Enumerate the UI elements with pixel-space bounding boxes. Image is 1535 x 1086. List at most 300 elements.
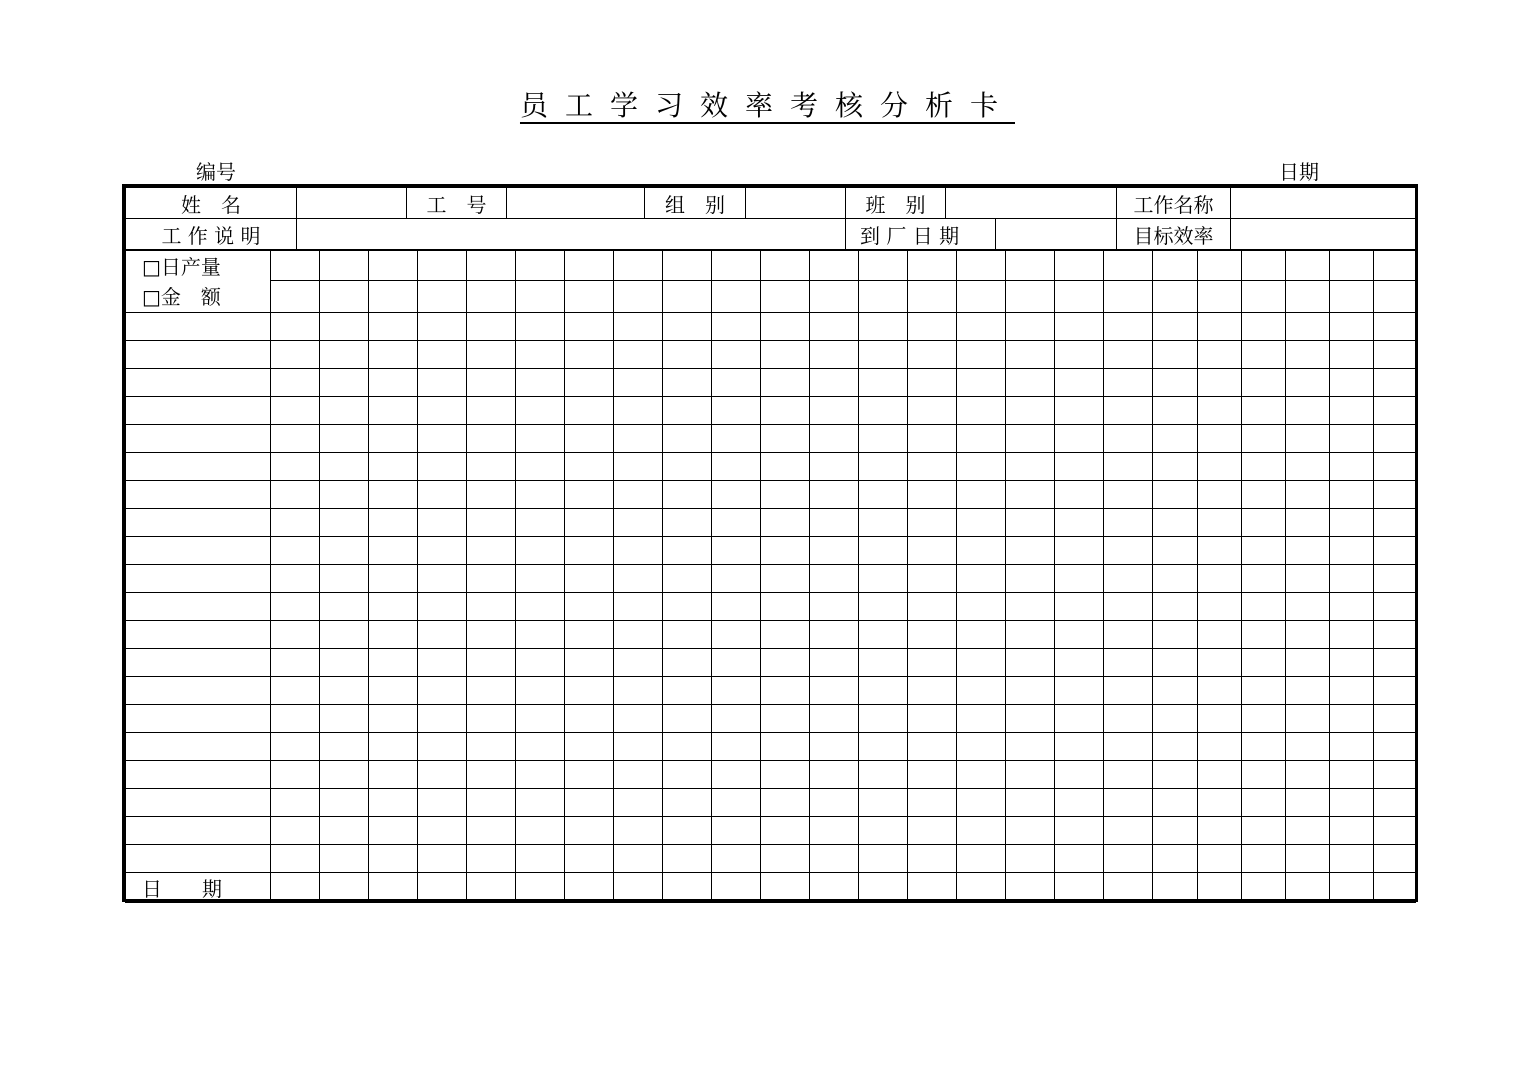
grid-cell[interactable]	[614, 480, 663, 508]
grid-cell[interactable]	[712, 424, 761, 452]
grid-cell[interactable]	[516, 704, 565, 732]
grid-cell[interactable]	[1242, 844, 1286, 872]
grid-cell[interactable]	[418, 452, 467, 480]
grid-cell[interactable]	[1198, 480, 1242, 508]
grid-cell[interactable]	[271, 760, 320, 788]
grid-cell[interactable]	[1286, 452, 1330, 480]
grid-cell[interactable]	[320, 788, 369, 816]
grid-cell[interactable]	[565, 536, 614, 564]
grid-cell[interactable]	[1374, 704, 1416, 732]
grid-cell[interactable]	[1374, 564, 1416, 592]
row-label-cell[interactable]	[126, 760, 271, 788]
grid-cell[interactable]	[908, 788, 957, 816]
grid-cell[interactable]	[1055, 648, 1104, 676]
grid-cell[interactable]	[1006, 452, 1055, 480]
grid-cell[interactable]	[271, 452, 320, 480]
grid-cell[interactable]	[663, 648, 712, 676]
grid-cell[interactable]	[1286, 676, 1330, 704]
grid-cell[interactable]	[467, 368, 516, 396]
grid-cell[interactable]	[271, 424, 320, 452]
grid-cell[interactable]	[1006, 480, 1055, 508]
grid-cell[interactable]	[418, 872, 467, 902]
grid-cell[interactable]	[1006, 788, 1055, 816]
grid-cell[interactable]	[1055, 508, 1104, 536]
grid-cell[interactable]	[957, 396, 1006, 424]
grid-cell[interactable]	[1055, 704, 1104, 732]
grid-cell[interactable]	[1153, 564, 1198, 592]
grid-cell[interactable]	[663, 536, 712, 564]
grid-cell[interactable]	[957, 508, 1006, 536]
grid-cell[interactable]	[320, 251, 369, 281]
grid-cell[interactable]	[1104, 704, 1153, 732]
grid-cell[interactable]	[1374, 760, 1416, 788]
grid-cell[interactable]	[957, 676, 1006, 704]
grid-cell[interactable]	[1374, 788, 1416, 816]
grid-cell[interactable]	[663, 788, 712, 816]
grid-cell[interactable]	[1286, 704, 1330, 732]
grid-cell[interactable]	[614, 620, 663, 648]
grid-cell[interactable]	[663, 452, 712, 480]
grid-cell[interactable]	[1242, 340, 1286, 368]
grid-cell[interactable]	[1153, 760, 1198, 788]
row-label-cell[interactable]	[126, 312, 271, 340]
grid-cell[interactable]	[712, 844, 761, 872]
grid-cell[interactable]	[1374, 592, 1416, 620]
grid-cell[interactable]	[516, 312, 565, 340]
grid-cell[interactable]	[1006, 620, 1055, 648]
grid-cell[interactable]	[957, 564, 1006, 592]
grid-cell[interactable]	[1055, 424, 1104, 452]
grid-cell[interactable]	[859, 760, 908, 788]
grid-cell[interactable]	[663, 732, 712, 760]
grid-cell[interactable]	[1006, 816, 1055, 844]
grid-cell[interactable]	[1286, 732, 1330, 760]
grid-cell[interactable]	[1006, 760, 1055, 788]
grid-cell[interactable]	[957, 312, 1006, 340]
grid-cell[interactable]	[761, 280, 810, 312]
grid-cell[interactable]	[1242, 676, 1286, 704]
grid-cell[interactable]	[1198, 844, 1242, 872]
grid-cell[interactable]	[908, 480, 957, 508]
grid-cell[interactable]	[271, 396, 320, 424]
grid-cell[interactable]	[1286, 508, 1330, 536]
grid-cell[interactable]	[1104, 732, 1153, 760]
grid-cell[interactable]	[761, 592, 810, 620]
grid-cell[interactable]	[810, 396, 859, 424]
grid-cell[interactable]	[712, 340, 761, 368]
grid-cell[interactable]	[516, 872, 565, 902]
grid-cell[interactable]	[271, 480, 320, 508]
row-label-cell[interactable]	[126, 536, 271, 564]
grid-cell[interactable]	[1374, 452, 1416, 480]
grid-cell[interactable]	[516, 508, 565, 536]
shift-field[interactable]	[946, 188, 1117, 219]
grid-cell[interactable]	[1242, 251, 1286, 281]
grid-cell[interactable]	[1198, 536, 1242, 564]
grid-cell[interactable]	[320, 732, 369, 760]
grid-cell[interactable]	[712, 648, 761, 676]
grid-cell[interactable]	[320, 676, 369, 704]
grid-cell[interactable]	[810, 816, 859, 844]
grid-cell[interactable]	[859, 251, 908, 281]
grid-cell[interactable]	[1198, 312, 1242, 340]
grid-cell[interactable]	[1242, 396, 1286, 424]
grid-cell[interactable]	[1330, 704, 1374, 732]
grid-cell[interactable]	[761, 424, 810, 452]
grid-cell[interactable]	[810, 340, 859, 368]
grid-cell[interactable]	[516, 816, 565, 844]
grid-cell[interactable]	[810, 312, 859, 340]
grid-cell[interactable]	[565, 424, 614, 452]
grid-cell[interactable]	[1006, 424, 1055, 452]
grid-cell[interactable]	[467, 564, 516, 592]
grid-cell[interactable]	[761, 648, 810, 676]
row-label-cell[interactable]	[126, 676, 271, 704]
grid-cell[interactable]	[1006, 536, 1055, 564]
grid-cell[interactable]	[1006, 592, 1055, 620]
grid-cell[interactable]	[663, 312, 712, 340]
grid-cell[interactable]	[1374, 251, 1416, 281]
grid-cell[interactable]	[1006, 251, 1055, 281]
grid-cell[interactable]	[1242, 312, 1286, 340]
job-description-field[interactable]	[297, 219, 846, 250]
grid-cell[interactable]	[1374, 676, 1416, 704]
grid-cell[interactable]	[859, 704, 908, 732]
grid-cell[interactable]	[957, 620, 1006, 648]
grid-cell[interactable]	[271, 368, 320, 396]
grid-cell[interactable]	[1330, 760, 1374, 788]
grid-cell[interactable]	[1242, 872, 1286, 902]
grid-cell[interactable]	[1104, 312, 1153, 340]
grid-cell[interactable]	[1153, 480, 1198, 508]
grid-cell[interactable]	[663, 424, 712, 452]
grid-cell[interactable]	[467, 704, 516, 732]
grid-cell[interactable]	[565, 312, 614, 340]
grid-cell[interactable]	[1104, 480, 1153, 508]
grid-cell[interactable]	[418, 280, 467, 312]
grid-cell[interactable]	[565, 648, 614, 676]
grid-cell[interactable]	[663, 280, 712, 312]
grid-cell[interactable]	[859, 676, 908, 704]
grid-cell[interactable]	[1330, 251, 1374, 281]
grid-cell[interactable]	[1104, 536, 1153, 564]
grid-cell[interactable]	[859, 844, 908, 872]
grid-cell[interactable]	[1374, 508, 1416, 536]
grid-cell[interactable]	[859, 648, 908, 676]
grid-cell[interactable]	[663, 340, 712, 368]
row-label-cell[interactable]	[126, 592, 271, 620]
grid-cell[interactable]	[1374, 340, 1416, 368]
grid-cell[interactable]	[1153, 676, 1198, 704]
grid-cell[interactable]	[1104, 452, 1153, 480]
grid-cell[interactable]	[1242, 816, 1286, 844]
grid-cell[interactable]	[320, 620, 369, 648]
grid-cell[interactable]	[418, 312, 467, 340]
grid-cell[interactable]	[565, 564, 614, 592]
grid-cell[interactable]	[516, 676, 565, 704]
grid-cell[interactable]	[810, 620, 859, 648]
grid-cell[interactable]	[565, 396, 614, 424]
grid-cell[interactable]	[320, 280, 369, 312]
grid-cell[interactable]	[1006, 340, 1055, 368]
grid-cell[interactable]	[810, 452, 859, 480]
grid-cell[interactable]	[320, 396, 369, 424]
grid-cell[interactable]	[810, 676, 859, 704]
grid-cell[interactable]	[1330, 676, 1374, 704]
grid-cell[interactable]	[1153, 396, 1198, 424]
grid-cell[interactable]	[369, 872, 418, 902]
grid-cell[interactable]	[614, 424, 663, 452]
grid-cell[interactable]	[957, 704, 1006, 732]
grid-cell[interactable]	[859, 620, 908, 648]
grid-cell[interactable]	[565, 508, 614, 536]
grid-cell[interactable]	[516, 251, 565, 281]
grid-cell[interactable]	[908, 396, 957, 424]
grid-cell[interactable]	[516, 648, 565, 676]
grid-cell[interactable]	[614, 564, 663, 592]
grid-cell[interactable]	[810, 844, 859, 872]
grid-cell[interactable]	[516, 732, 565, 760]
grid-cell[interactable]	[1006, 312, 1055, 340]
grid-cell[interactable]	[614, 251, 663, 281]
grid-cell[interactable]	[614, 396, 663, 424]
grid-cell[interactable]	[418, 480, 467, 508]
grid-cell[interactable]	[1055, 452, 1104, 480]
grid-cell[interactable]	[1330, 424, 1374, 452]
grid-cell[interactable]	[1198, 704, 1242, 732]
grid-cell[interactable]	[614, 592, 663, 620]
grid-cell[interactable]	[1153, 508, 1198, 536]
grid-cell[interactable]	[1153, 816, 1198, 844]
grid-cell[interactable]	[1104, 788, 1153, 816]
grid-cell[interactable]	[369, 508, 418, 536]
grid-cell[interactable]	[1198, 452, 1242, 480]
grid-cell[interactable]	[1330, 280, 1374, 312]
grid-cell[interactable]	[320, 312, 369, 340]
grid-cell[interactable]	[467, 452, 516, 480]
grid-cell[interactable]	[320, 536, 369, 564]
grid-cell[interactable]	[369, 536, 418, 564]
grid-cell[interactable]	[1006, 676, 1055, 704]
grid-cell[interactable]	[369, 648, 418, 676]
grid-cell[interactable]	[908, 704, 957, 732]
row-label-cell[interactable]	[126, 564, 271, 592]
grid-cell[interactable]	[1198, 368, 1242, 396]
grid-cell[interactable]	[908, 676, 957, 704]
grid-cell[interactable]	[271, 732, 320, 760]
grid-cell[interactable]	[1055, 251, 1104, 281]
grid-cell[interactable]	[859, 396, 908, 424]
grid-cell[interactable]	[1286, 844, 1330, 872]
grid-cell[interactable]	[810, 280, 859, 312]
grid-cell[interactable]	[1198, 872, 1242, 902]
grid-cell[interactable]	[1055, 340, 1104, 368]
grid-cell[interactable]	[516, 452, 565, 480]
grid-cell[interactable]	[369, 396, 418, 424]
grid-cell[interactable]	[859, 480, 908, 508]
grid-cell[interactable]	[957, 872, 1006, 902]
grid-cell[interactable]	[418, 368, 467, 396]
grid-cell[interactable]	[1286, 280, 1330, 312]
grid-cell[interactable]	[516, 564, 565, 592]
grid-cell[interactable]	[1286, 340, 1330, 368]
grid-cell[interactable]	[1198, 251, 1242, 281]
grid-cell[interactable]	[614, 704, 663, 732]
grid-cell[interactable]	[1330, 396, 1374, 424]
grid-cell[interactable]	[859, 452, 908, 480]
grid-cell[interactable]	[369, 340, 418, 368]
grid-cell[interactable]	[1153, 620, 1198, 648]
grid-cell[interactable]	[1286, 312, 1330, 340]
grid-cell[interactable]	[1006, 704, 1055, 732]
grid-cell[interactable]	[1104, 396, 1153, 424]
grid-cell[interactable]	[369, 480, 418, 508]
grid-cell[interactable]	[761, 788, 810, 816]
grid-cell[interactable]	[369, 368, 418, 396]
grid-cell[interactable]	[467, 251, 516, 281]
grid-cell[interactable]	[1242, 564, 1286, 592]
grid-cell[interactable]	[271, 648, 320, 676]
grid-cell[interactable]	[1153, 452, 1198, 480]
grid-cell[interactable]	[1198, 396, 1242, 424]
grid-cell[interactable]	[1104, 368, 1153, 396]
grid-cell[interactable]	[614, 816, 663, 844]
grid-cell[interactable]	[467, 648, 516, 676]
grid-cell[interactable]	[761, 760, 810, 788]
grid-cell[interactable]	[516, 592, 565, 620]
grid-cell[interactable]	[663, 676, 712, 704]
grid-cell[interactable]	[1198, 816, 1242, 844]
grid-cell[interactable]	[712, 620, 761, 648]
grid-cell[interactable]	[859, 508, 908, 536]
grid-cell[interactable]	[908, 368, 957, 396]
grid-cell[interactable]	[565, 732, 614, 760]
target-efficiency-field[interactable]	[1231, 219, 1416, 250]
grid-cell[interactable]	[859, 340, 908, 368]
grid-cell[interactable]	[1374, 312, 1416, 340]
grid-cell[interactable]	[1153, 872, 1198, 902]
grid-cell[interactable]	[663, 704, 712, 732]
grid-cell[interactable]	[1104, 424, 1153, 452]
grid-cell[interactable]	[516, 280, 565, 312]
grid-cell[interactable]	[516, 396, 565, 424]
grid-cell[interactable]	[467, 844, 516, 872]
grid-cell[interactable]	[1286, 396, 1330, 424]
grid-cell[interactable]	[810, 872, 859, 902]
grid-cell[interactable]	[761, 312, 810, 340]
grid-cell[interactable]	[516, 844, 565, 872]
grid-cell[interactable]	[761, 676, 810, 704]
grid-cell[interactable]	[1055, 788, 1104, 816]
grid-cell[interactable]	[614, 760, 663, 788]
grid-cell[interactable]	[1006, 732, 1055, 760]
grid-cell[interactable]	[957, 844, 1006, 872]
grid-cell[interactable]	[1198, 760, 1242, 788]
grid-cell[interactable]	[614, 648, 663, 676]
grid-cell[interactable]	[614, 508, 663, 536]
grid-cell[interactable]	[1242, 788, 1286, 816]
grid-cell[interactable]	[271, 704, 320, 732]
grid-cell[interactable]	[1242, 592, 1286, 620]
grid-cell[interactable]	[1374, 368, 1416, 396]
grid-cell[interactable]	[1055, 280, 1104, 312]
grid-cell[interactable]	[271, 816, 320, 844]
grid-cell[interactable]	[1330, 732, 1374, 760]
grid-cell[interactable]	[1242, 760, 1286, 788]
grid-cell[interactable]	[1286, 872, 1330, 902]
grid-cell[interactable]	[271, 536, 320, 564]
grid-cell[interactable]	[1104, 872, 1153, 902]
arrival-date-field[interactable]	[996, 219, 1117, 250]
grid-cell[interactable]	[1006, 396, 1055, 424]
grid-cell[interactable]	[1286, 620, 1330, 648]
grid-cell[interactable]	[1104, 844, 1153, 872]
grid-cell[interactable]	[908, 732, 957, 760]
grid-cell[interactable]	[761, 452, 810, 480]
grid-cell[interactable]	[957, 788, 1006, 816]
grid-cell[interactable]	[1055, 732, 1104, 760]
grid-cell[interactable]	[957, 280, 1006, 312]
grid-cell[interactable]	[614, 844, 663, 872]
grid-cell[interactable]	[712, 452, 761, 480]
grid-cell[interactable]	[467, 592, 516, 620]
grid-cell[interactable]	[1104, 648, 1153, 676]
grid-cell[interactable]	[565, 480, 614, 508]
grid-cell[interactable]	[761, 508, 810, 536]
grid-cell[interactable]	[712, 396, 761, 424]
grid-cell[interactable]	[908, 872, 957, 902]
grid-cell[interactable]	[1055, 312, 1104, 340]
grid-cell[interactable]	[418, 592, 467, 620]
grid-cell[interactable]	[908, 816, 957, 844]
grid-cell[interactable]	[320, 648, 369, 676]
grid-cell[interactable]	[467, 396, 516, 424]
grid-cell[interactable]	[1055, 760, 1104, 788]
grid-cell[interactable]	[1198, 648, 1242, 676]
grid-cell[interactable]	[1153, 424, 1198, 452]
grid-cell[interactable]	[565, 340, 614, 368]
grid-cell[interactable]	[1374, 424, 1416, 452]
grid-cell[interactable]	[418, 648, 467, 676]
grid-cell[interactable]	[1104, 592, 1153, 620]
grid-cell[interactable]	[565, 704, 614, 732]
grid-cell[interactable]	[1374, 480, 1416, 508]
grid-cell[interactable]	[859, 872, 908, 902]
grid-cell[interactable]	[320, 816, 369, 844]
grid-cell[interactable]	[369, 592, 418, 620]
grid-cell[interactable]	[565, 816, 614, 844]
grid-cell[interactable]	[516, 424, 565, 452]
grid-cell[interactable]	[614, 676, 663, 704]
grid-cell[interactable]	[1104, 564, 1153, 592]
grid-cell[interactable]	[761, 340, 810, 368]
grid-cell[interactable]	[320, 872, 369, 902]
grid-cell[interactable]	[761, 368, 810, 396]
grid-cell[interactable]	[810, 592, 859, 620]
grid-cell[interactable]	[859, 816, 908, 844]
grid-cell[interactable]	[320, 340, 369, 368]
grid-cell[interactable]	[663, 251, 712, 281]
grid-cell[interactable]	[1242, 536, 1286, 564]
grid-cell[interactable]	[957, 251, 1006, 281]
grid-cell[interactable]	[663, 396, 712, 424]
grid-cell[interactable]	[1055, 564, 1104, 592]
row-label-cell[interactable]	[126, 788, 271, 816]
grid-cell[interactable]	[1330, 816, 1374, 844]
grid-cell[interactable]	[761, 872, 810, 902]
grid-cell[interactable]	[663, 816, 712, 844]
grid-cell[interactable]	[663, 760, 712, 788]
